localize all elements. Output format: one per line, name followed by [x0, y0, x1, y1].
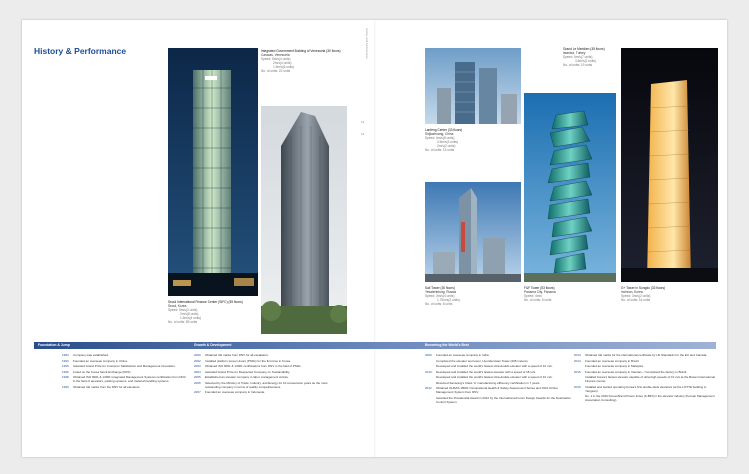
page-title: History & Performance [34, 46, 127, 56]
caption-sail-tower: Sail Tower (30 floors) Yekaterinburg, Russia Speed: 3m/s(4 units) 1.75m/s(2 units) No. of units: 6 units [425, 286, 460, 306]
caption-sifc: Seoul International Finance Center (SIFC) (55 floors) Seoul, Korea Speed: 5m/s(2 units) 2m/s(8 units) 1.5m/s(4 units) No. of units: 89 units [168, 300, 243, 324]
timeline-entry: Received Samsung's Class 'A' manufacturing efficiency certification in 7 years. [436, 380, 541, 385]
timeline-entry: 2003 Obtained ISO 9001 & 14001 certifications from DNV in the field of PSDs. [194, 364, 302, 368]
timeline-entry: 1993 Founded an overseas company in China. [62, 358, 128, 363]
running-header: History and Performance [365, 28, 369, 59]
photo-lanfeng [425, 48, 521, 124]
period-label-growth: Growth & Development [194, 343, 232, 347]
timeline-entry: 2009 Founded an overseas company in India. [425, 353, 490, 357]
page-number-right: 13 [361, 132, 365, 136]
timeline-band [34, 342, 716, 349]
timeline-entry: Founded an overseas company in Malaysia. [585, 364, 644, 368]
photo-sifc-night [168, 48, 258, 296]
caption-lanfeng: Lanfeng Center (33 floors) Shijiazhuang, China Speed: 6m/s(8 units) 3.5m/s(3 units) 2m/s(2 units) No. of units: 15 units [425, 128, 463, 152]
timeline-entry: Awarded the Presidential Award in 2012 by the International Forum Design Awards for the Destination Control System. [436, 395, 571, 404]
timeline-entry: 1999 Obtained CE marks from the DNV for all elevators. [62, 384, 141, 389]
timeline-entry: 1995 Awarded Grand Prize for Customer Satisfaction and Management Innovation. [62, 364, 176, 368]
timeline-entry: Installed Korea's fastest elevator capable of ultra-high speeds of 10 m/s at the Busan International Finance Center. [585, 375, 715, 383]
timeline-entry: 2000 Obtained CE marks from DNV for all escalators. [194, 353, 269, 357]
period-label-foundation: Foundation & Jump [38, 343, 70, 347]
timeline-col-worlds-best-b [574, 353, 718, 404]
photo-sail-tower [425, 182, 521, 282]
caption-ff-tower: F&F Tower (53 floors) Panama City, Panama Speed: 4m/s No. of units: 6 units [524, 286, 556, 302]
timeline-col-foundation [62, 353, 188, 390]
timeline-entry: 2014 Founded an overseas company in Brazil. [574, 358, 640, 363]
timeline-entry: 2012 Obtained OHSAS 18001 Occupational Health & Safety Assessment Series and OHS Online Management System from DNV. [425, 386, 558, 394]
brochure-spread [22, 20, 727, 457]
photo-g-tower-songdo [621, 48, 718, 282]
caption-le-meridien: Grand Le Meridien (35 floors) Istanbul, Turkey Speed: 6m/s(7 units) 3.5m/s(2 units) No. of units: 19 units [563, 47, 605, 67]
timeline-entry: 2010 Developed and installed the world's fastest elevator with a speed of 18 m/s. [425, 369, 536, 374]
photo-ff-tower [524, 93, 616, 282]
timeline-entry: Developed and installed the world's fastest ultra-double elevator with a speed of 10 m/s. [436, 375, 553, 379]
period-label-worlds-best: Becoming the World's Best [425, 343, 469, 347]
timeline-col-growth [194, 353, 340, 396]
caption-g-tower: G+ Tower in Songdo (33 floors) Incheon, Korea Speed: 3m/s(2 units) No. of units: 16 units [621, 286, 666, 302]
timeline-entry: Developed and installed the world's fastest ultra-double elevator with a speed of 10 m/s. [436, 364, 553, 368]
page-number-left: 12 [361, 120, 365, 124]
timeline-entry: 2004 Awarded Grand Prize for Respected Company on Sustainability. [194, 369, 291, 374]
timeline-entry: 1984 Company was established. [62, 353, 109, 357]
timeline-entry: 2005 Established an elevator company in labor management culture. [194, 375, 289, 379]
timeline-entry: No. 1 in the 2016 Korea Brand Power Index (K-BPI) in the elevator industry (Korean Management Association Consulting). [585, 394, 715, 402]
timeline-entry: 2016 Installed and started operating Korea's first double-deck elevators (at the LOTTE building in Yangsan). [574, 384, 707, 393]
timeline-entry: 2006 Selected by the Ministry of Trade, Industry, and Energy for 10 consecutive years as the most outstanding company in terms of quality competitiveness. [194, 380, 328, 389]
timeline-entry: 1998 Obtained ISO 9001 & 14001 Integrated Management Systems certification from DNV in the field of elevators, parking systems, and material handling systems. [62, 375, 186, 383]
timeline-entry: 2007 Founded an overseas company in Indonesia. [194, 390, 265, 394]
timeline-entry: 1996 Listed on the Korea Stock Exchange (KRX). [62, 369, 132, 374]
page-gutter [374, 20, 376, 457]
timeline-entry: 2013 Obtained CE marks for the international certificate by Lift Standards for the EU and Canada. [574, 353, 708, 357]
timeline-col-worlds-best-a [425, 353, 571, 405]
timeline-entry: Completed the elevator test tower, Hyundai Asan Tower (205 meters). [436, 358, 529, 363]
timeline-entry: 2015 Founded an overseas company in Vietnam. / Completed the factory in Brazil. [574, 369, 687, 374]
photo-venezuela [261, 106, 347, 334]
caption-venezuela: Integrated Government Building of Venezuela (30 floors) Caracas, Venezuela Speed: 5m/s(4 units) 2m/s(4 units) 1.5m/s(5 units) No. of units: 22 units [261, 49, 341, 73]
timeline-entry: 2002 Installed platform screen doors (PSDs) for the first time in Korea. [194, 358, 291, 363]
